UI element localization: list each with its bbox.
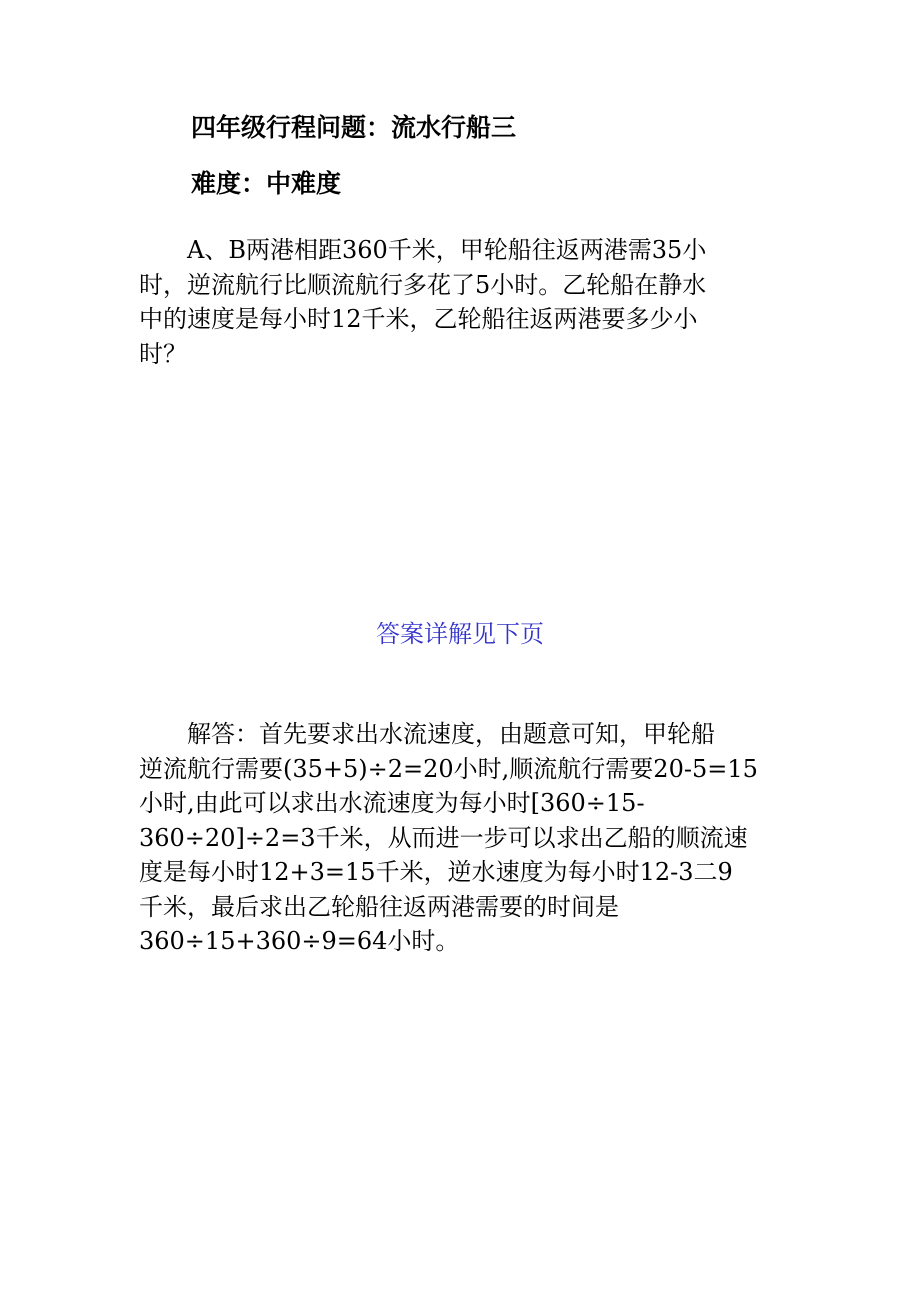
question-paragraph [139, 233, 779, 371]
question-line: 中的速度是每小时12千米，乙轮船往返两港要多少小 [139, 305, 698, 333]
solution-line: 360÷20]÷2=3千米，从而进一步可以求出乙船的顺流速 [139, 823, 748, 852]
answer-link[interactable]: 答案详解见下页 [376, 620, 544, 648]
solution-line: 小时,由此可以求出水流速度为每小时[360÷15- [139, 789, 645, 817]
solution-line: 360÷15+360÷9=64小时。 [139, 927, 460, 955]
question-line: A、B两港相距360千米，甲轮船往返两港需35小 [139, 236, 707, 264]
solution-line: 度是每小时12+3=15千米，逆水速度为每小时12-3二9 [139, 858, 733, 886]
solution-line: 解答：首先要求出水流速度，由题意可知，甲轮船 [139, 720, 715, 748]
solution-line: 逆流航行需要(35+5)÷2=20小时,顺流航行需要20-5=15 [139, 754, 758, 783]
page-title: 四年级行程问题：流水行船三 [191, 113, 517, 142]
difficulty-label: 难度：中难度 [191, 169, 342, 198]
question-line: 时，逆流航行比顺流航行多花了5小时。乙轮船在静水 [139, 270, 707, 299]
solution-paragraph [139, 717, 779, 959]
question-line: 时？ [139, 339, 187, 368]
solution-line: 千米，最后求出乙轮船往返两港需要的时间是 [139, 892, 619, 921]
